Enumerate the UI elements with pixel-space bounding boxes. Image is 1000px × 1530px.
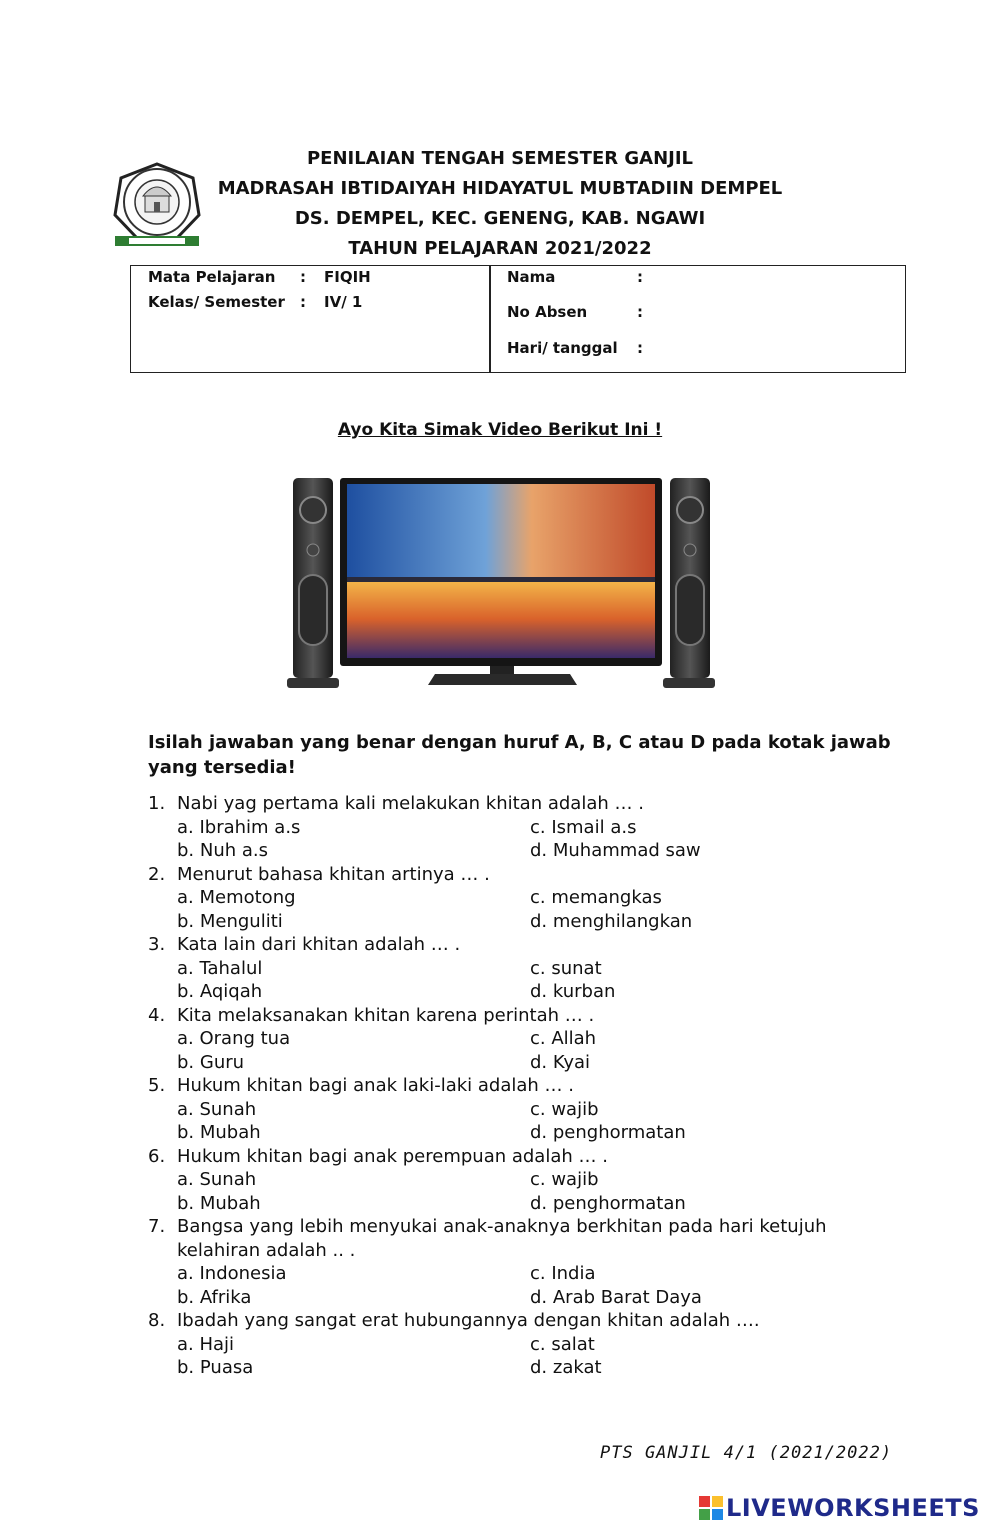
option-b: b. Mubah — [177, 1192, 261, 1214]
option-b: b. Afrika — [177, 1286, 252, 1308]
option-d: d. Kyai — [530, 1051, 591, 1073]
option-c: c. wajib — [530, 1169, 599, 1190]
option-b: b. Nuh a.s — [177, 840, 269, 861]
option-c: c. wajib — [530, 1098, 599, 1120]
option-c: c. salat — [530, 1333, 595, 1355]
question-text: Ibadah yang sangat erat hubungannya dengan khitan adalah …. — [177, 1310, 760, 1331]
question-text-continued: kelahiran adalah .. . — [177, 1239, 356, 1261]
academic-year: TAHUN PELAJARAN 2021/2022 — [348, 238, 652, 259]
option-a: a. Indonesia — [177, 1263, 287, 1284]
subject-separator: : — [300, 268, 306, 286]
name-separator: : — [637, 268, 643, 286]
class-label: Kelas/ Semester — [148, 293, 285, 311]
option-d: d. menghilangkan — [530, 910, 693, 932]
tv-video-image[interactable] — [285, 470, 720, 695]
subject-label: Mata Pelajaran — [148, 268, 276, 286]
class-value: IV/ 1 — [324, 293, 363, 311]
question-text: Kata lain dari khitan adalah … . — [177, 934, 461, 955]
class-separator: : — [300, 293, 306, 311]
option-a: a. Orang tua — [177, 1028, 291, 1049]
option-c: c. sunat — [530, 957, 602, 979]
option-c: c. Allah — [530, 1028, 597, 1049]
option-d: d. kurban — [530, 981, 616, 1002]
exam-title: PENILAIAN TENGAH SEMESTER GANJIL — [306, 148, 694, 169]
info-divider — [489, 266, 491, 372]
question-text: Hukum khitan bagi anak laki-laki adalah … . — [177, 1075, 574, 1096]
question-number: 3. — [148, 934, 166, 955]
option-b: b. Puasa — [177, 1357, 254, 1378]
school-name: MADRASAH IBTIDAIYAH HIDAYATUL MUBTADIIN DEMPEL — [217, 178, 783, 199]
option-a: a. Ibrahim a.s — [177, 816, 301, 838]
option-a: a. Sunah — [177, 1169, 257, 1190]
instruction-text: Isilah jawaban yang benar dengan huruf A, B, C atau D pada kotak jawab yang tersedia! — [148, 732, 891, 778]
option-d: d. Arab Barat Daya — [530, 1286, 702, 1308]
question-text: Bangsa yang lebih menyukai anak-anaknya berkhitan pada hari ketujuh — [177, 1216, 827, 1237]
absen-separator: : — [637, 303, 643, 321]
brand-text: LIVEWORKSHEETS — [726, 1494, 980, 1522]
question-number: 7. — [148, 1216, 166, 1237]
option-b: b. Aqiqah — [177, 981, 263, 1002]
school-address: DS. DEMPEL, KEC. GENENG, KAB. NGAWI — [294, 208, 706, 229]
liveworksheets-logo-icon — [698, 1495, 724, 1521]
school-logo — [107, 160, 207, 250]
question-text: Kita melaksanakan khitan karena perintah … . — [177, 1004, 595, 1026]
option-d: d. penghormatan — [530, 1192, 686, 1214]
date-label: Hari/ tanggal — [507, 339, 618, 357]
option-c: c. memangkas — [530, 887, 662, 908]
question-number: 1. — [148, 793, 166, 814]
question-number: 4. — [148, 1004, 166, 1026]
absen-label: No Absen — [507, 303, 588, 321]
question-text: Nabi yag pertama kali melakukan khitan adalah … . — [177, 793, 644, 814]
question-number: 5. — [148, 1075, 166, 1096]
option-a: a. Tahalul — [177, 957, 263, 979]
option-c: c. India — [530, 1263, 596, 1284]
question-text: Menurut bahasa khitan artinya … . — [177, 863, 490, 885]
subject-value: FIQIH — [324, 268, 371, 286]
option-b: b. Menguliti — [177, 910, 283, 932]
option-b: b. Guru — [177, 1051, 245, 1073]
question-number: 8. — [148, 1310, 166, 1331]
option-d: d. Muhammad saw — [530, 840, 701, 861]
option-b: b. Mubah — [177, 1122, 261, 1143]
question-number: 6. — [148, 1145, 166, 1167]
name-label: Nama — [507, 268, 556, 286]
option-d: d. zakat — [530, 1357, 602, 1378]
video-prompt: Ayo Kita Simak Video Berikut Ini ! — [337, 420, 663, 440]
liveworksheets-brand[interactable] — [698, 1493, 980, 1523]
question-number: 2. — [148, 863, 166, 885]
footer-label: PTS GANJIL 4/1 (2021/2022) — [600, 1443, 893, 1463]
date-separator: : — [637, 339, 643, 357]
option-a: a. Haji — [177, 1333, 235, 1355]
option-c: c. Ismail a.s — [530, 816, 637, 838]
question-text: Hukum khitan bagi anak perempuan adalah … . — [177, 1145, 608, 1167]
option-d: d. penghormatan — [530, 1122, 686, 1143]
option-a: a. Memotong — [177, 887, 296, 908]
option-a: a. Sunah — [177, 1098, 257, 1120]
